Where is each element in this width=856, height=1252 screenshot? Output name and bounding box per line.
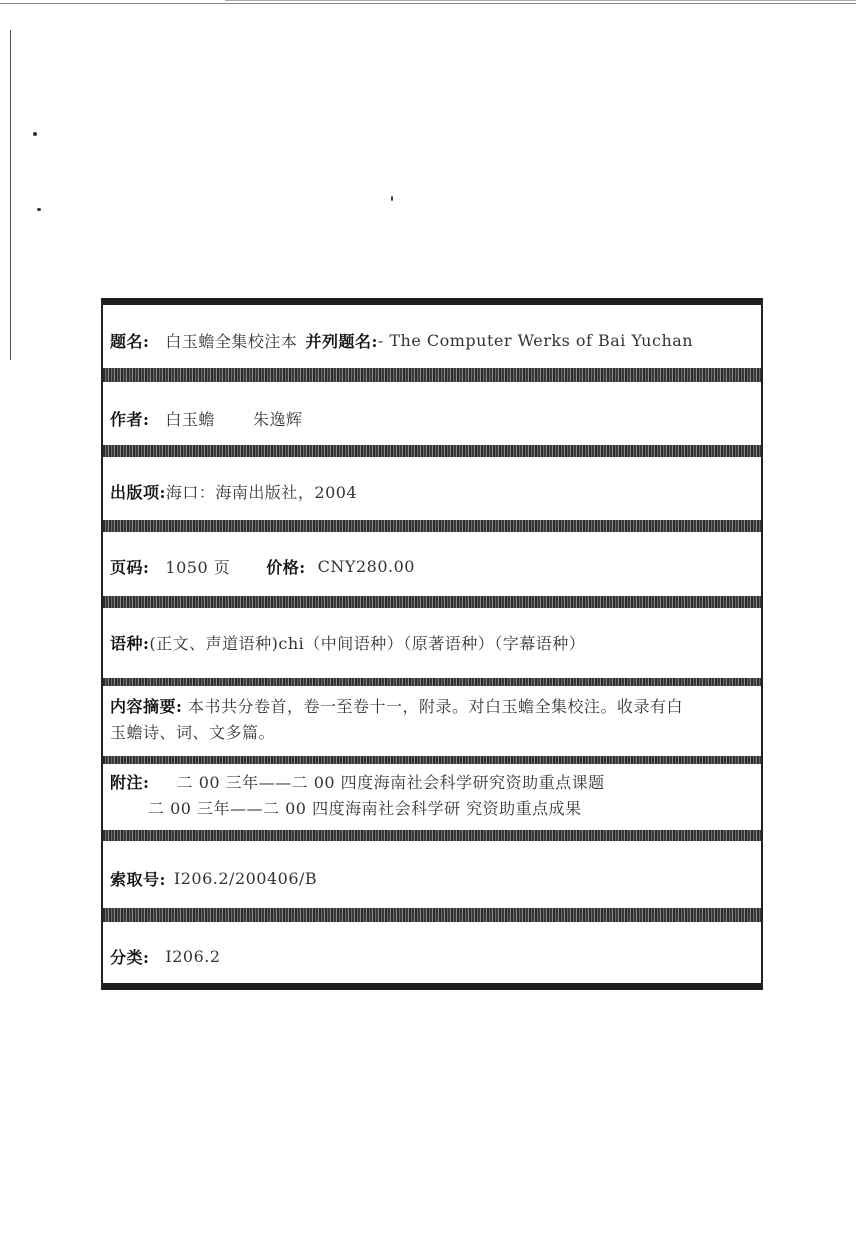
band-divider [103,596,761,608]
publication-label: 出版项: [110,482,166,502]
title-value: 白玉蟾全集校注本 [165,331,298,351]
scan-speck [37,208,41,211]
pages-value: 1050 页 [165,557,231,577]
band-divider [103,520,761,532]
author-value-2: 朱逸辉 [252,409,303,429]
publication-row [103,473,761,509]
parallel-title-label: 并列题名: [305,331,378,351]
price-label: 价格: [266,557,306,577]
notes-row [103,766,761,826]
price-value: CNY280.00 [317,556,415,576]
language-value: (正文、声道语种)chi（中间语种）（原著语种）（字幕语种） [149,633,586,653]
language-row [103,624,761,660]
band-divider [103,756,761,764]
pages-label: 页码: [110,557,150,577]
band-divider [103,830,761,841]
abstract-label: 内容摘要: [110,697,183,716]
scan-edge-left [10,30,11,360]
author-row [103,400,761,436]
notes-line-1: 二 00 三年——二 00 四度海南社会科学研究资助重点课题 [176,773,605,792]
band-divider [103,678,761,686]
abstract-row [103,688,761,752]
scan-edge-top [0,3,856,4]
call-number-label: 索取号: [110,869,166,889]
abstract-line-1: 本书共分卷首，卷一至卷十一，附录。对白玉蟾全集校注。收录有白 [188,697,684,716]
title-row [103,322,761,358]
band-divider [103,298,761,305]
classification-row [103,938,761,974]
call-number-value: I206.2/200406/B [173,868,318,888]
catalog-card [101,298,763,990]
band-divider [103,908,761,922]
scan-edge-top-right [225,0,856,1]
scan-speck [33,132,37,136]
band-divider [103,445,761,457]
notes-line-2: 二 00 三年——二 00 四度海南社会科学研 究资助重点成果 [148,799,582,818]
publication-value: 海口：海南出版社，2004 [165,482,358,502]
author-label: 作者: [110,409,150,429]
band-divider [103,368,761,382]
band-divider [103,983,761,990]
parallel-title-value: - The Computer Werks of Bai Yuchan [377,330,694,350]
title-label: 题名: [110,331,150,351]
abstract-line-2: 玉蟾诗、词、文多篇。 [110,723,276,742]
author-value-1: 白玉蟾 [165,409,215,429]
language-label: 语种: [110,633,150,653]
notes-label: 附注: [110,773,150,792]
classification-value: I206.2 [165,946,221,966]
pages-row [103,548,761,584]
call-number-row [103,860,761,896]
scan-speck [391,196,393,201]
classification-label: 分类: [110,947,150,967]
